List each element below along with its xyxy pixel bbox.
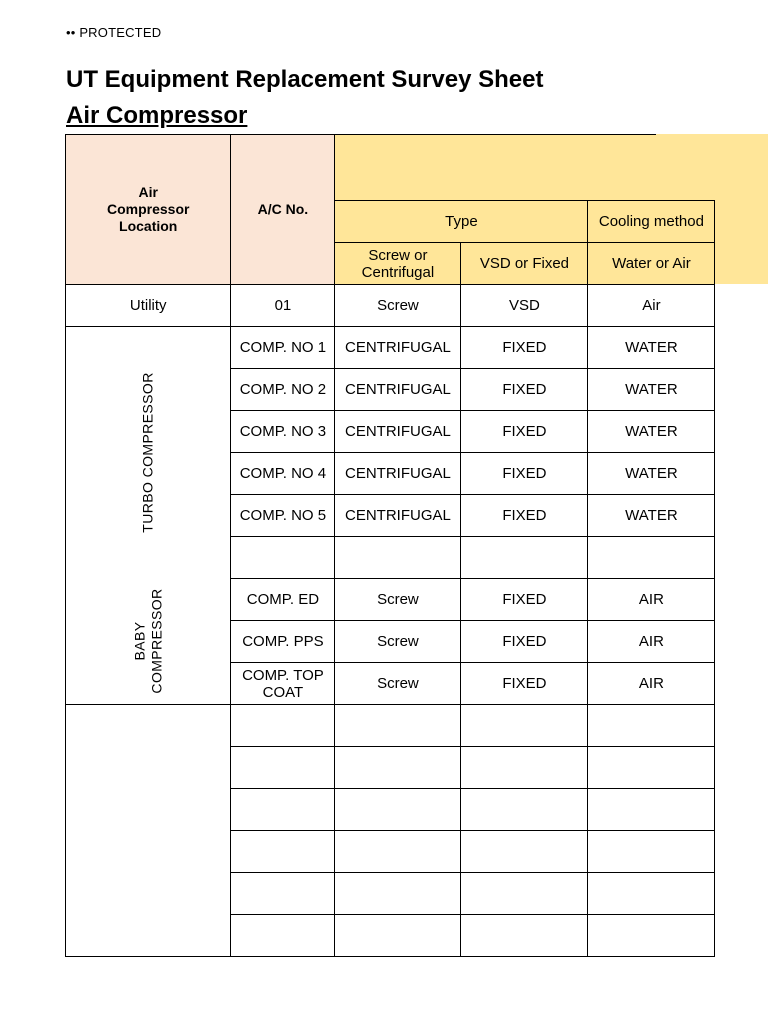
cell-cooling: AIR: [588, 621, 715, 663]
cell-drive-empty: [461, 537, 588, 579]
cell-ac-no: COMP. PPS: [231, 621, 335, 663]
cell-empty: [335, 873, 461, 915]
cell-ac-no: COMP. NO 5: [231, 495, 335, 537]
header-cooling: Cooling method: [588, 201, 715, 243]
cell-empty: [335, 831, 461, 873]
cell-type: Screw: [335, 579, 461, 621]
cell-type: CENTRIFUGAL: [335, 453, 461, 495]
cell-empty: [588, 915, 715, 957]
cell-cooling: AIR: [588, 579, 715, 621]
header-location: [66, 135, 231, 285]
cell-empty: [231, 705, 335, 747]
cell-empty: [588, 789, 715, 831]
cell-ac-no-empty: [231, 537, 335, 579]
cell-empty: [461, 873, 588, 915]
cell-type: Screw: [335, 621, 461, 663]
table-row-empty: [66, 705, 715, 747]
group-label-baby: [66, 579, 231, 705]
cell-drive: FIXED: [461, 411, 588, 453]
header-blank-cell: [335, 135, 715, 201]
cell-drive: FIXED: [461, 579, 588, 621]
cell-cooling: WATER: [588, 495, 715, 537]
cell-drive: VSD: [461, 285, 588, 327]
table-row: [66, 327, 715, 369]
cell-location: Utility: [66, 285, 231, 327]
cell-ac-no: COMP. NO 2: [231, 369, 335, 411]
cell-empty: [461, 831, 588, 873]
cell-ac-no: 01: [231, 285, 335, 327]
cell-empty: [231, 789, 335, 831]
header-type: Type: [335, 201, 588, 243]
cell-ac-no: COMP. NO 3: [231, 411, 335, 453]
page-subtitle: Air Compressor: [66, 102, 248, 129]
cell-ac-no: COMP. NO 4: [231, 453, 335, 495]
header-water-or-air: Water or Air: [588, 243, 715, 285]
group-label-baby-text: [131, 589, 165, 694]
header-screw-or-centrifugal-label: Screw or Centrifugal: [361, 246, 435, 281]
group-label-baby-line1: BABY: [131, 621, 148, 661]
cell-ac-no: [231, 663, 335, 705]
header-vsd-or-fixed: VSD or Fixed: [461, 243, 588, 285]
cell-type: CENTRIFUGAL: [335, 327, 461, 369]
page-title: UT Equipment Replacement Survey Sheet: [66, 66, 544, 93]
cell-empty: [588, 873, 715, 915]
cell-empty: [335, 915, 461, 957]
cell-cooling: WATER: [588, 453, 715, 495]
cell-empty: [231, 915, 335, 957]
group-label-empty: [66, 705, 231, 957]
cell-type: CENTRIFUGAL: [335, 495, 461, 537]
cell-cooling: AIR: [588, 663, 715, 705]
cell-cooling-empty: [588, 537, 715, 579]
header-row-1: [66, 135, 715, 201]
cell-drive: FIXED: [461, 369, 588, 411]
cell-empty: [231, 831, 335, 873]
cell-drive: FIXED: [461, 327, 588, 369]
cell-empty: [588, 831, 715, 873]
cell-type: Screw: [335, 285, 461, 327]
cell-drive: FIXED: [461, 663, 588, 705]
cell-empty: [588, 747, 715, 789]
cell-cooling: WATER: [588, 411, 715, 453]
cell-cooling: WATER: [588, 327, 715, 369]
cell-empty: [588, 705, 715, 747]
group-label-baby-line2: COMPRESSOR: [148, 588, 165, 694]
classification-label: •• PROTECTED: [66, 25, 162, 40]
cell-ac-no: COMP. NO 1: [231, 327, 335, 369]
cell-cooling: WATER: [588, 369, 715, 411]
header-location-label: Air Compressor Location: [106, 184, 190, 234]
cell-empty: [335, 705, 461, 747]
header-ac-no: [231, 135, 335, 285]
cell-empty: [461, 747, 588, 789]
cell-empty: [335, 789, 461, 831]
cell-drive: FIXED: [461, 453, 588, 495]
cell-ac-no-text: COMP. TOP COAT: [242, 666, 324, 701]
cell-type-empty: [335, 537, 461, 579]
cell-empty: [231, 747, 335, 789]
table-row: [66, 579, 715, 621]
cell-drive: FIXED: [461, 495, 588, 537]
cell-drive: FIXED: [461, 621, 588, 663]
cell-empty: [231, 873, 335, 915]
cell-cooling: Air: [588, 285, 715, 327]
cell-empty: [461, 705, 588, 747]
cell-type: Screw: [335, 663, 461, 705]
header-ac-no-label: A/C No.: [257, 201, 309, 217]
group-label-turbo-text: TURBO COMPRESSOR: [139, 372, 156, 533]
cell-type: CENTRIFUGAL: [335, 369, 461, 411]
cell-empty: [461, 789, 588, 831]
survey-table: [65, 134, 715, 957]
cell-empty: [335, 747, 461, 789]
cell-empty: [461, 915, 588, 957]
cell-type: CENTRIFUGAL: [335, 411, 461, 453]
group-label-turbo: [66, 327, 231, 579]
cell-ac-no: COMP. ED: [231, 579, 335, 621]
header-screw-or-centrifugal: [335, 243, 461, 285]
table-row-utility: [66, 285, 715, 327]
